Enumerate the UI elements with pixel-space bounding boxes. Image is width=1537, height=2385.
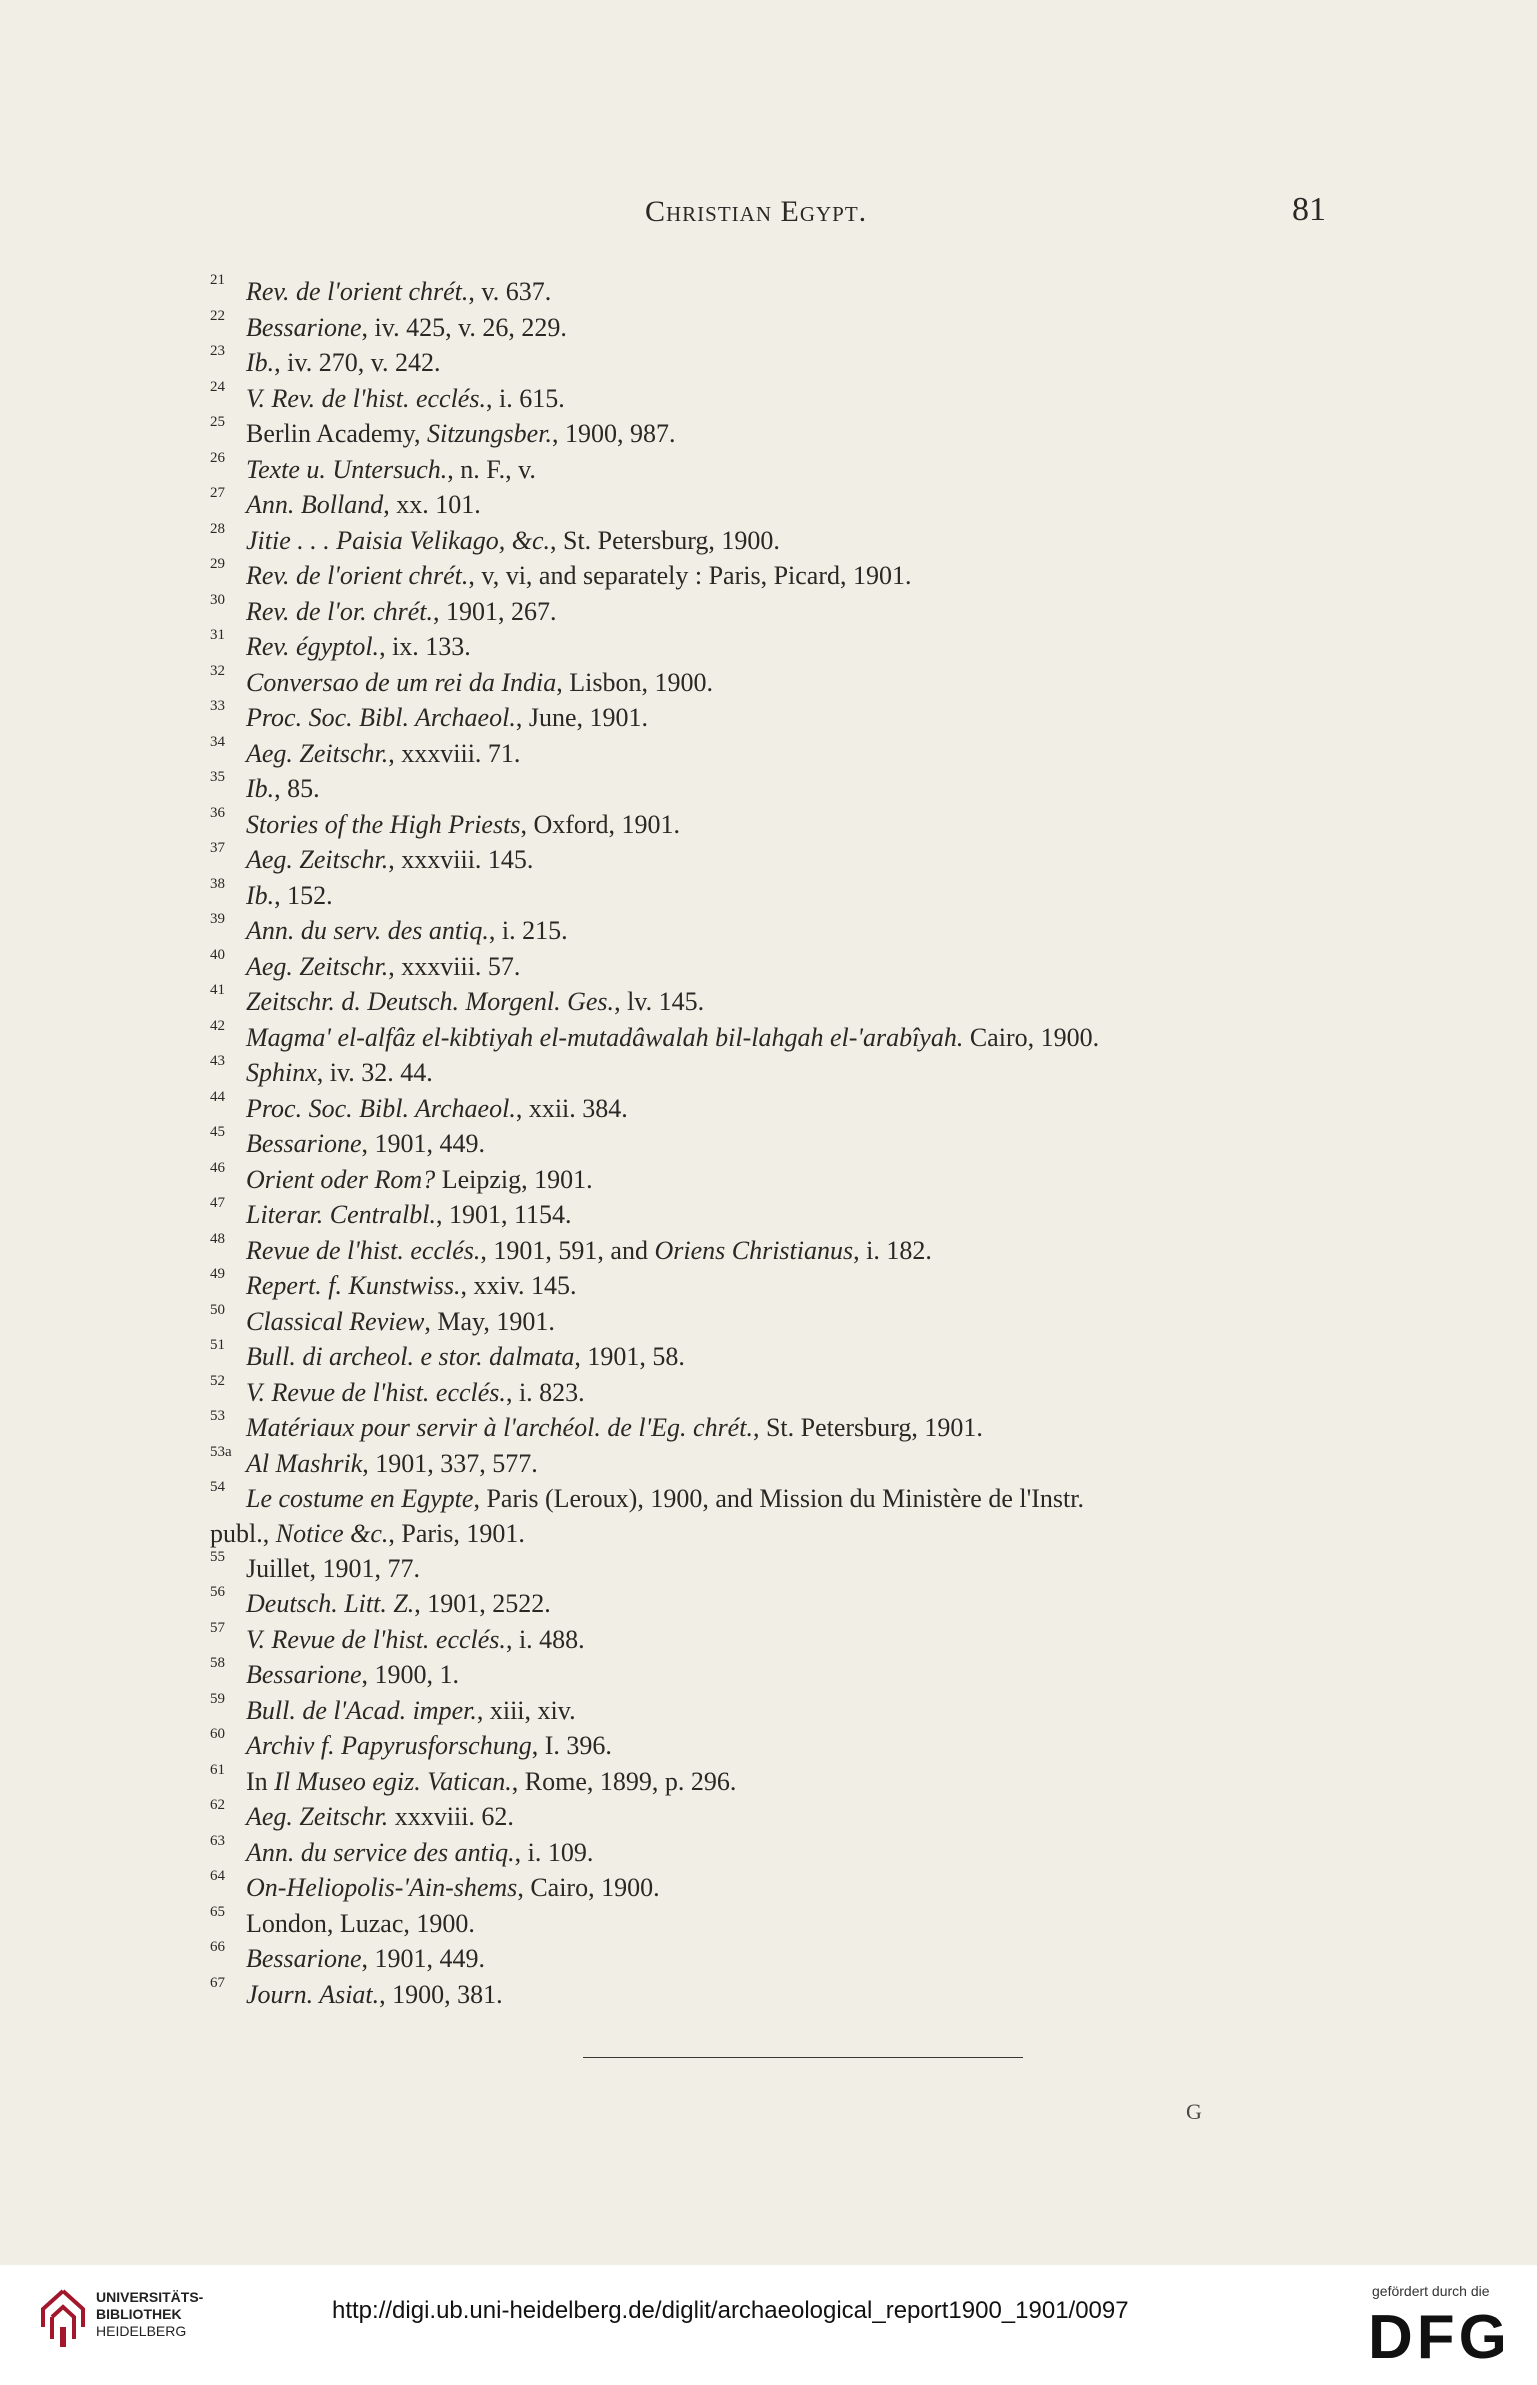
citation-detail: , St. Petersburg, 1900. [550, 525, 780, 555]
citation-detail: , I. 396. [531, 1731, 612, 1760]
footnote-number: 50 [210, 1301, 225, 1318]
citation-detail: , i. 182. [853, 1235, 932, 1265]
footnote-number: 61 [210, 1761, 225, 1778]
footnote-number: 54 [210, 1479, 225, 1495]
citation-detail: , v, vi, and separately : Paris, Picard, 1901. [468, 561, 912, 590]
footnote-number: 25 [210, 414, 225, 430]
citation-title: Ann. du serv. des antiq. [246, 916, 489, 945]
footnote-number: 49 [210, 1266, 225, 1282]
footnote [210, 1903, 1360, 1942]
footnote [210, 1266, 1360, 1304]
sponsor-label: gefördert durch die [1372, 2283, 1490, 2299]
footnote [210, 1337, 1360, 1375]
footnote-number: 67 [210, 1974, 225, 1991]
footnote-number: 59 [210, 1690, 225, 1707]
footnote-number: 22 [210, 307, 225, 324]
citation-detail: , 1901, 58. [574, 1342, 685, 1371]
citation-title: Aeg. Zeitschr. [246, 738, 389, 768]
citation-detail: , 1901, 267. [433, 596, 557, 626]
citation-title: Matériaux pour servir à l'archéol. de l'Eg. chrét. [246, 1413, 753, 1442]
citation-title: Le costume en Egypte [246, 1484, 474, 1513]
footnote [210, 1443, 1360, 1482]
citation-detail: London, Luzac, 1900. [246, 1908, 475, 1938]
citation-title: Zeitschr. d. Deutsch. Morgenl. Ges. [246, 987, 615, 1016]
citation-title: Bull. de l'Acad. imper. [246, 1695, 477, 1725]
citation-detail: Berlin Academy, [246, 419, 427, 448]
citation-detail: , 1900, 381. [379, 1979, 503, 2009]
footnote-number: 51 [210, 1337, 225, 1353]
footnote [210, 840, 1360, 878]
footnote-number: 62 [210, 1797, 225, 1813]
citation-detail: , xxxviii. 71. [388, 738, 521, 768]
footnote-number: 24 [210, 378, 225, 395]
footnote-number: 33 [210, 698, 225, 714]
citation-detail: , 1900, 987. [551, 419, 676, 448]
footnote [210, 272, 1360, 310]
footnote [210, 1548, 1360, 1587]
footnote-number: 42 [210, 1017, 225, 1034]
citation-detail: , xxxviii. 145. [388, 845, 534, 874]
footnote-number: 40 [210, 946, 225, 963]
footnote [210, 307, 1360, 346]
footnote [210, 343, 1360, 381]
footnote-number: 44 [210, 1088, 225, 1105]
citation-title: Rev. de l'orient chrét. [246, 277, 469, 306]
footnote-number: 48 [210, 1230, 225, 1247]
footnote [210, 982, 1360, 1020]
footnote-number: 32 [210, 662, 225, 679]
footnote [210, 1479, 1360, 1551]
citation-title: V. Revue de l'hist. ecclés. [246, 1377, 506, 1407]
footnote [210, 875, 1360, 914]
footnote [210, 1053, 1360, 1091]
footnote [210, 1017, 1360, 1056]
footnote-number: 34 [210, 733, 225, 750]
citation-detail: , 152. [274, 880, 333, 910]
citation-title: Magma' el-alfâz el-kibtiyah el-mutadâwalah bil-lahgah el-'arabîyah. [246, 1022, 964, 1052]
footnote [210, 1690, 1360, 1729]
citation-title: Rev. de l'or. chrét. [246, 596, 434, 626]
footnote [210, 1159, 1360, 1198]
institution-line: HEIDELBERG [96, 2323, 187, 2339]
citation-title: Il Museo egiz. Vatican. [274, 1766, 512, 1796]
citation-title: Rev. égyptol. [246, 632, 380, 661]
footnote-list [210, 272, 1360, 2012]
citation-detail: , iv. 425, v. 26, 229. [361, 312, 567, 342]
footnote [210, 1124, 1360, 1162]
footnote-number: 53a [210, 1443, 232, 1460]
dfg-logo: DFG [1368, 2303, 1511, 2372]
citation-detail: , v. 637. [468, 277, 552, 306]
footnote-number: 45 [210, 1124, 225, 1140]
footnote [210, 1655, 1360, 1693]
footnote-number: 65 [210, 1903, 225, 1920]
citation-title: Deutsch. Litt. Z. [246, 1589, 415, 1618]
footnote [210, 1868, 1360, 1906]
footnote [210, 378, 1360, 417]
citation-title: Repert. f. Kunstwiss. [246, 1271, 461, 1300]
institution-line: BIBLIOTHEK [96, 2306, 182, 2322]
citation-detail: Juillet, 1901, 77. [246, 1553, 421, 1583]
citation-title: Ann. du service des antiq. [246, 1837, 515, 1867]
citation-detail: , 1901, 337, 577. [362, 1448, 538, 1478]
footnote-number: 56 [210, 1584, 225, 1600]
footnote [210, 662, 1360, 701]
footnote [210, 733, 1360, 772]
citation-detail: , lv. 145. [614, 987, 705, 1016]
footnote [210, 1761, 1360, 1800]
citation-detail: , May, 1901. [424, 1306, 555, 1336]
citation-detail: Leipzig, 1901. [435, 1164, 593, 1194]
citation-title: Sphinx [246, 1058, 317, 1087]
citation-detail: , 1901, 1154. [435, 1200, 572, 1229]
footnote [210, 804, 1360, 843]
footnote-number: 46 [210, 1159, 225, 1176]
citation-detail: xxxviii. 62. [388, 1802, 514, 1831]
citation-title: Journ. Asiat. [246, 1979, 380, 2009]
digitization-footer [0, 2265, 1537, 2385]
footnote-number: 37 [210, 840, 225, 856]
footnote-number: 27 [210, 485, 225, 501]
citation-detail: Cairo, 1900. [963, 1022, 1100, 1052]
citation-title: V. Revue de l'hist. ecclés. [246, 1624, 506, 1654]
footnote [210, 591, 1360, 630]
end-rule [583, 2057, 1023, 2058]
footnote [210, 1584, 1360, 1622]
citation-title: Proc. Soc. Bibl. Archaeol. [246, 1093, 516, 1123]
citation-title: Aeg. Zeitschr. [246, 951, 389, 981]
footnote-number: 60 [210, 1726, 225, 1742]
citation-detail: , i. 109. [514, 1837, 594, 1867]
running-title: Christian Egypt. [645, 195, 868, 228]
citation-title: Bessarione [246, 1129, 362, 1158]
signature-mark: G [1186, 2099, 1202, 2124]
citation-detail: , 1901, 2522. [414, 1589, 551, 1618]
footnote-number: 43 [210, 1053, 225, 1069]
citation-title: Oriens Christianus [654, 1235, 854, 1265]
footnote [210, 1939, 1360, 1977]
footnote-number: 35 [210, 769, 225, 785]
citation-detail: , Paris (Leroux), 1900, and Mission du Ministère de l'Instr. [473, 1484, 1084, 1513]
footnote [210, 520, 1360, 559]
citation-title: Texte u. Untersuch. [246, 454, 448, 484]
footnote [210, 911, 1360, 949]
footnote-number: 36 [210, 804, 225, 821]
citation-detail: , iv. 32. 44. [316, 1058, 433, 1087]
footnote [210, 1832, 1360, 1871]
footnote [210, 1195, 1360, 1233]
citation-detail: , 1901, 591, and [480, 1235, 655, 1265]
citation-title: Notice &c. [275, 1518, 389, 1548]
citation-detail: , i. 488. [505, 1624, 585, 1654]
citation-title: Revue de l'hist. ecclés. [246, 1235, 481, 1265]
footnote-number: 41 [210, 982, 225, 998]
footnote [210, 946, 1360, 985]
footnote [210, 1619, 1360, 1658]
footnote [210, 1372, 1360, 1411]
citation-title: Proc. Soc. Bibl. Archaeol. [246, 703, 516, 732]
footnote [210, 485, 1360, 523]
citation-detail: , xxii. 384. [515, 1093, 628, 1123]
citation-detail: , Lisbon, 1900. [556, 667, 714, 697]
citation-detail: , 1901, 449. [361, 1944, 486, 1973]
citation-title: Ib. [246, 774, 275, 803]
citation-title: Bessarione [246, 312, 362, 342]
footnote-number: 31 [210, 627, 225, 643]
citation-detail: , xxxviii. 57. [388, 951, 521, 981]
footnote [210, 1726, 1360, 1764]
citation-title: Bull. di archeol. e stor. dalmata [246, 1342, 575, 1371]
citation-title: Bessarione [246, 1944, 362, 1973]
citation-detail: , n. F., v. [447, 454, 536, 484]
citation-detail: , i. 615. [485, 383, 565, 413]
citation-detail: publ., [210, 1518, 276, 1548]
citation-detail: , xiii, xiv. [476, 1695, 576, 1725]
citation-title: Sitzungsber. [426, 419, 552, 448]
page-header [0, 191, 1537, 241]
citation-title: Orient oder Rom? [246, 1164, 436, 1194]
footnote-number: 64 [210, 1868, 225, 1884]
footnote [210, 769, 1360, 807]
citation-detail: , 1901, 449. [361, 1129, 486, 1158]
citation-detail: , xxiv. 145. [460, 1271, 577, 1300]
footnote [210, 1301, 1360, 1340]
citation-title: Jitie . . . Paisia Velikago, &c. [246, 525, 550, 555]
footnote-number: 38 [210, 875, 225, 892]
citation-title: Ib. [246, 880, 275, 910]
citation-title: Archiv f. Papyrusforschung [246, 1731, 532, 1760]
citation-detail: , St. Petersburg, 1901. [752, 1413, 983, 1442]
footnote-number: 66 [210, 1939, 225, 1955]
footnote-number: 30 [210, 591, 225, 608]
institution-line: UNIVERSITÄTS- [96, 2289, 204, 2305]
footnote-number: 52 [210, 1372, 225, 1389]
citation-detail: , Rome, 1899, p. 296. [511, 1766, 737, 1796]
footnote-number: 29 [210, 556, 225, 572]
citation-title: Aeg. Zeitschr. [246, 845, 389, 874]
citation-title: Al Mashrik [246, 1448, 363, 1478]
permalink-url[interactable]: http://digi.ub.uni-heidelberg.de/diglit/archaeological_report1900_1901/0097 [332, 2297, 1129, 2324]
citation-detail: , iv. 270, v. 242. [274, 348, 441, 377]
citation-title: Stories of the High Priests [246, 809, 521, 839]
footnote-number: 58 [210, 1655, 225, 1671]
citation-detail: , i. 823. [505, 1377, 585, 1407]
footnote-number: 55 [210, 1548, 225, 1565]
citation-title: Rev. de l'orient chrét. [246, 561, 469, 590]
citation-title: Literar. Centralbl. [246, 1200, 436, 1229]
citation-title: Ann. Bolland [246, 490, 384, 519]
citation-title: Conversao de um rei da India [246, 667, 557, 697]
footnote-number: 47 [210, 1195, 225, 1211]
footnote-continuation [210, 1517, 1348, 1551]
citation-detail: , Cairo, 1900. [517, 1873, 660, 1902]
citation-detail: , 85. [274, 774, 320, 803]
citation-detail: In [246, 1766, 275, 1796]
page-number: 81 [1292, 191, 1326, 228]
footnote [210, 1974, 1360, 2013]
footnote-number: 21 [210, 272, 225, 288]
citation-detail: , Oxford, 1901. [520, 809, 681, 839]
citation-title: V. Rev. de l'hist. ecclés. [246, 383, 486, 413]
footnote [210, 1797, 1360, 1835]
citation-detail: , i. 215. [488, 916, 568, 945]
footnote-number: 53 [210, 1408, 225, 1424]
citation-title: Ib. [246, 348, 275, 377]
footnote [210, 698, 1360, 736]
citation-detail: , June, 1901. [515, 703, 648, 732]
footnote [210, 449, 1360, 488]
citation-detail: , ix. 133. [379, 632, 471, 661]
footnote [210, 627, 1360, 665]
footnote-number: 23 [210, 343, 225, 359]
footnote [210, 1230, 1360, 1269]
footnote [210, 414, 1360, 452]
footnote [210, 1088, 1360, 1127]
footnote-number: 26 [210, 449, 225, 466]
university-library-logo-icon [38, 2287, 88, 2351]
footnote-number: 39 [210, 911, 225, 927]
footnote [210, 1408, 1360, 1446]
footnote [210, 556, 1360, 594]
institution-name [96, 2289, 203, 2340]
citation-title: Aeg. Zeitschr. [246, 1802, 389, 1831]
footnote-number: 28 [210, 520, 225, 537]
citation-detail: , 1900, 1. [361, 1660, 460, 1689]
citation-title: On-Heliopolis-'Ain-shems [246, 1873, 518, 1902]
citation-title: Classical Review [246, 1306, 425, 1336]
citation-detail: , Paris, 1901. [388, 1518, 525, 1548]
footnote-number: 57 [210, 1619, 225, 1636]
citation-detail: , xx. 101. [383, 490, 481, 519]
footnote-number: 63 [210, 1832, 225, 1849]
citation-title: Bessarione [246, 1660, 362, 1689]
